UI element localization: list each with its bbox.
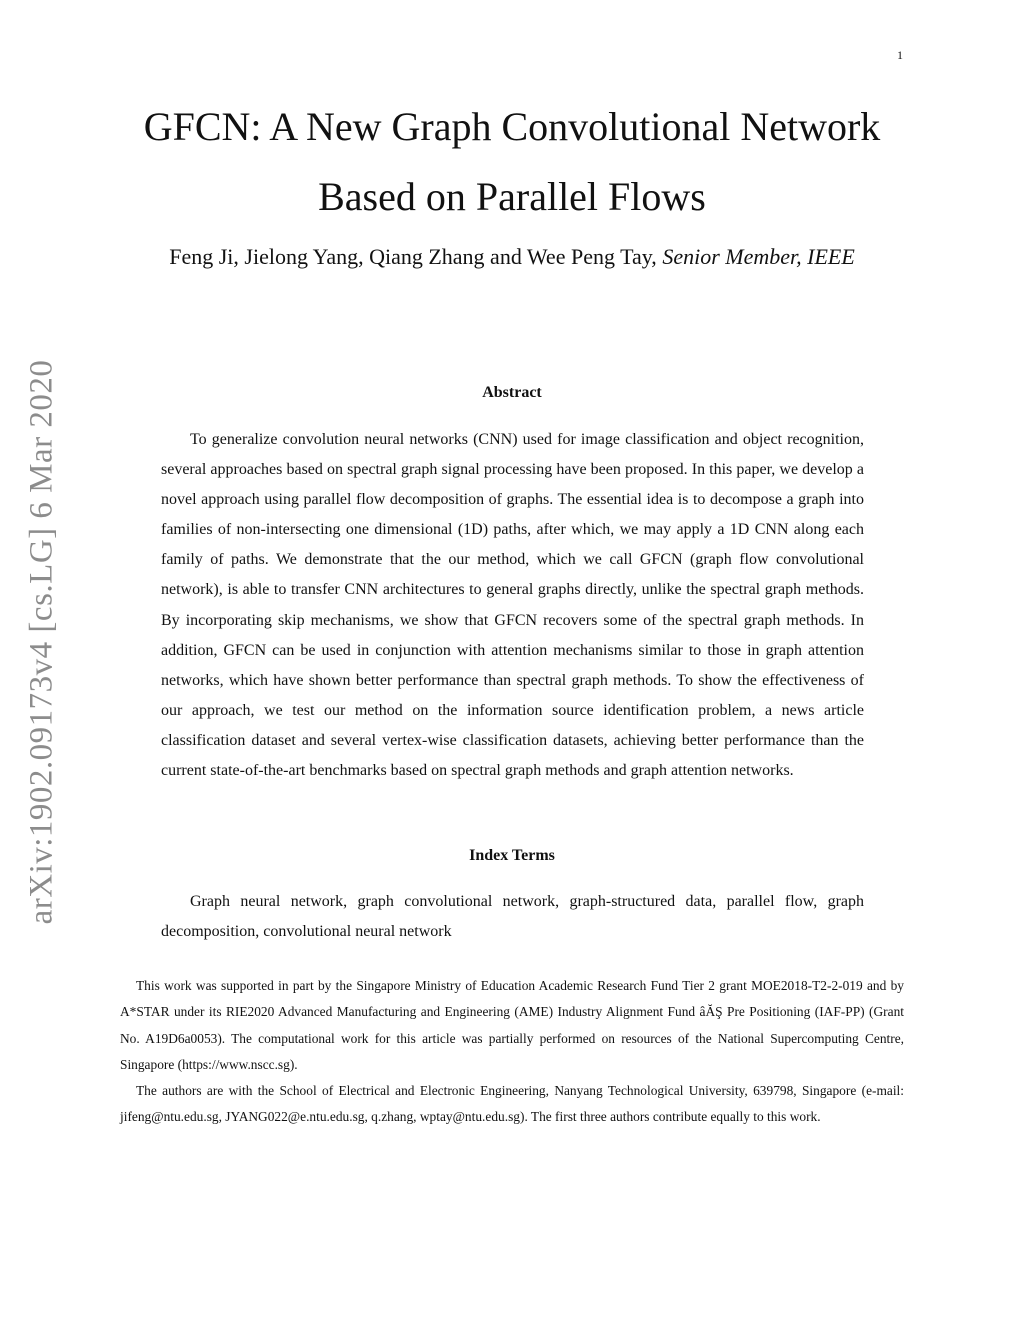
index-terms-body: Graph neural network, graph convolutional network, graph-structured data, parallel flow, graph decomposition, convolutional neural network [161,893,864,940]
funding-footnote: This work was supported in part by the Singapore Ministry of Education Academic Research Fund Tier 2 grant MOE2018-T2-2-019 and by A*STAR under its RIE2020 Advanced Manufacturing and Engineering (AME) Industry Alignment Fund âĂŞ Pre Positioning (IAF-PP) (Grant No. A19D6a0053). The computational work for this article was partially performed on resources of the National Supercomputing Centre, Singapore (https://www.nscc.sg). [120,978,904,1073]
arxiv-sidebar-stamp [22,355,62,930]
abstract-body: To generalize convolution neural networks (CNN) used for image classification and object recognition, several approaches based on spectral graph signal processing have been proposed. In this paper, we develop a novel approach using parallel flow decomposition of graphs. The essential idea is to decompose a graph into families of non-intersecting one dimensional (1D) paths, after which, we may apply a 1D CNN along each family of paths. We demonstrate that the our method, which we call GFCN (graph flow convolutional network), is able to transfer CNN architectures to general graphs directly, unlike the spectral graph methods. By incorporating skip mechanisms, we show that GFCN recovers some of the spectral graph methods. In addition, GFCN can be used in conjunction with attention mechanisms similar to those in graph attention networks, which have shown better performance than spectral graph methods. To show the effectiveness of our approach, we test our method on the information source identification problem, a news article classification dataset and several vertex-wise classification datasets, achieving better performance than the current state-of-the-art benchmarks based on spectral graph methods and graph attention networks. [161,431,864,780]
author-names: Feng Ji, Jielong Yang, Qiang Zhang and Wee Peng Tay, [169,244,663,269]
page-number: 1 [897,48,903,62]
abstract-heading: Abstract [482,384,542,401]
arxiv-identifier: arXiv:1902.09173v4 [cs.LG] 6 Mar 2020 [23,359,60,925]
paper-title-line-2: Based on Parallel Flows [318,174,706,219]
affiliation-footnote: The authors are with the School of Electrical and Electronic Engineering, Nanyang Technological University, 639798, Singapore (e-mail: jifeng@ntu.edu.sg, JYANG022@e.ntu.edu.sg, q.zhang, wptay@ntu.edu.sg). The first three authors contribute equally to this work. [120,1083,904,1125]
author-membership: Senior Member, IEEE [662,244,855,269]
paper-title [0,92,1024,232]
index-terms-heading: Index Terms [469,847,555,864]
author-list [0,242,1024,272]
paper-title-line-1: GFCN: A New Graph Convolutional Network [143,104,881,149]
